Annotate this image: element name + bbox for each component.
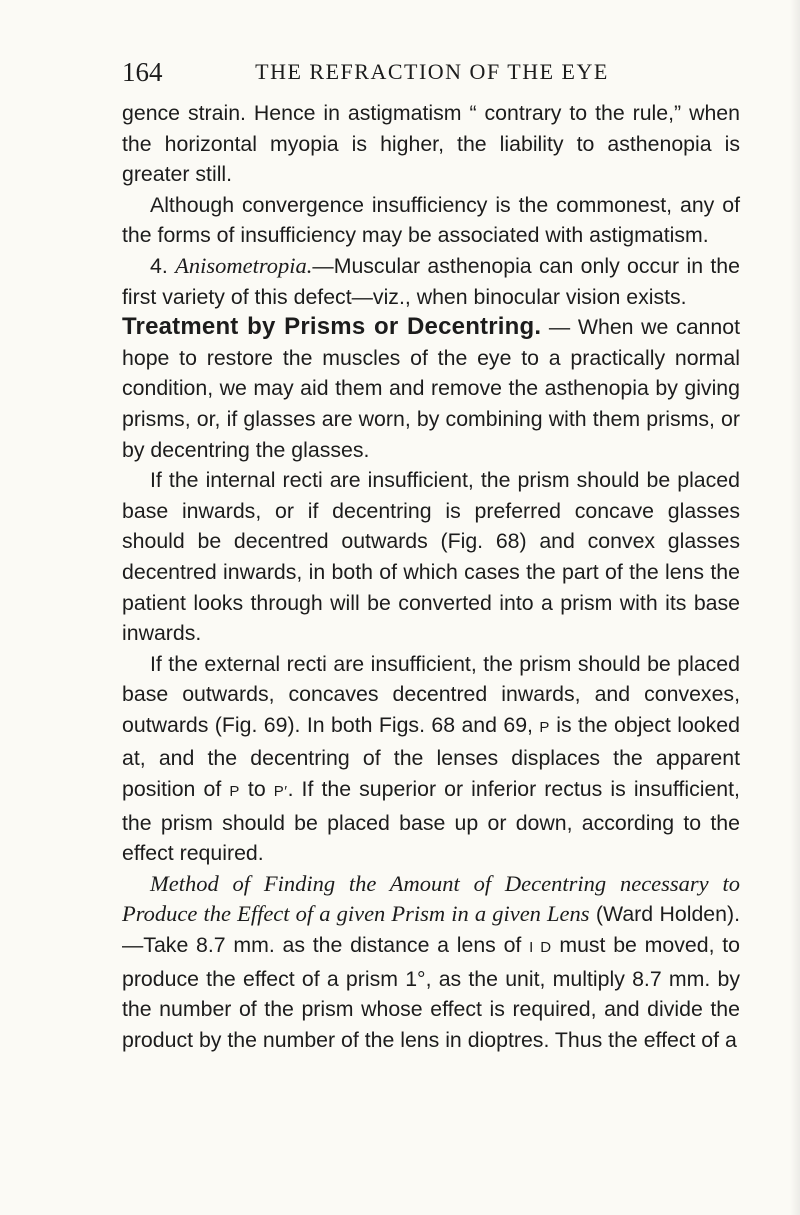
anisometropia-text: —Muscular asthenopia can only occur in the first variety of this defect—viz., when binocular vision exists. <box>122 253 740 309</box>
page-header <box>122 52 742 92</box>
page-edge-shadow <box>790 0 800 1215</box>
method-text-a: (Ward Holden).—Take 8.7 mm. as the distance a lens of <box>122 902 741 958</box>
external-recti-text-b: is the object looked at, and the decentring of the lenses displaces the apparent position of <box>122 712 740 802</box>
object-label-p: P <box>539 718 550 736</box>
body-text <box>122 98 740 1055</box>
external-recti-text-d: . If the superior or inferior rectus is insufficient, the prism should be placed base up or down, according to the effect required. <box>122 777 740 866</box>
external-recti-text-a: If the external recti are insufficient, the prism should be placed base outwards, concaves decentred inwards, and convexes, outwards (Fig. 69). In both Figs. 68 and 69, <box>122 651 740 737</box>
page-number: 164 <box>122 57 163 87</box>
section-title-anisometropia: Anisometropia. <box>175 252 313 278</box>
treatment-text: — When we cannot hope to restore the muscles of the eye to a practically normal condition, we may aid them and remove the asthenopia by giving prisms, or, if glasses are worn, by combining with them prisms, or by decentring the glasses. <box>122 315 740 462</box>
paragraph-treatment <box>122 312 740 465</box>
paragraph-anisometropia <box>122 251 740 312</box>
object-label-p-prime: P′ <box>273 783 288 801</box>
paragraph-method <box>122 869 740 1056</box>
section-title-method: Method of Finding the Amount of Decentring necessary to Produce the Effect of a given Prism in a given Lens <box>122 870 740 927</box>
paragraph-internal-recti: If the internal recti are insufficient, the prism should be placed base inwards, or if decentring is preferred concave glasses should be decentred outwards (Fig. 68) and convex glasses decentred inwards, in both of which cases the part of the lens the patient looks through will be converted into a prism with its base inwards. <box>122 468 740 646</box>
paragraph-continuation: gence strain. Hence in astigmatism “ contrary to the rule,” when the horizontal myopia is higher, the liability to asthenopia is greater still. <box>122 101 740 187</box>
method-text-b: must be moved, to produce the effect of a prism 1°, as the unit, multiply 8.7 mm. by the number of the prism whose effect is required, and divide the product by the number of the lens in dioptres. Thus the effect of a <box>122 933 740 1052</box>
paragraph-external-recti <box>122 649 740 869</box>
running-head: THE REFRACTION OF THE EYE <box>255 59 609 84</box>
section-number: 4. <box>150 253 168 278</box>
dioptre-unit: I D <box>529 939 552 957</box>
object-label-p-second: P <box>229 783 240 801</box>
paragraph-convergence: Although convergence insufficiency is the commonest, any of the forms of insufficiency may be associated with astigmatism. <box>122 192 740 248</box>
section-heading-treatment: Treatment by Prisms or Decentring. <box>122 313 542 341</box>
external-recti-text-c: to <box>239 777 274 802</box>
